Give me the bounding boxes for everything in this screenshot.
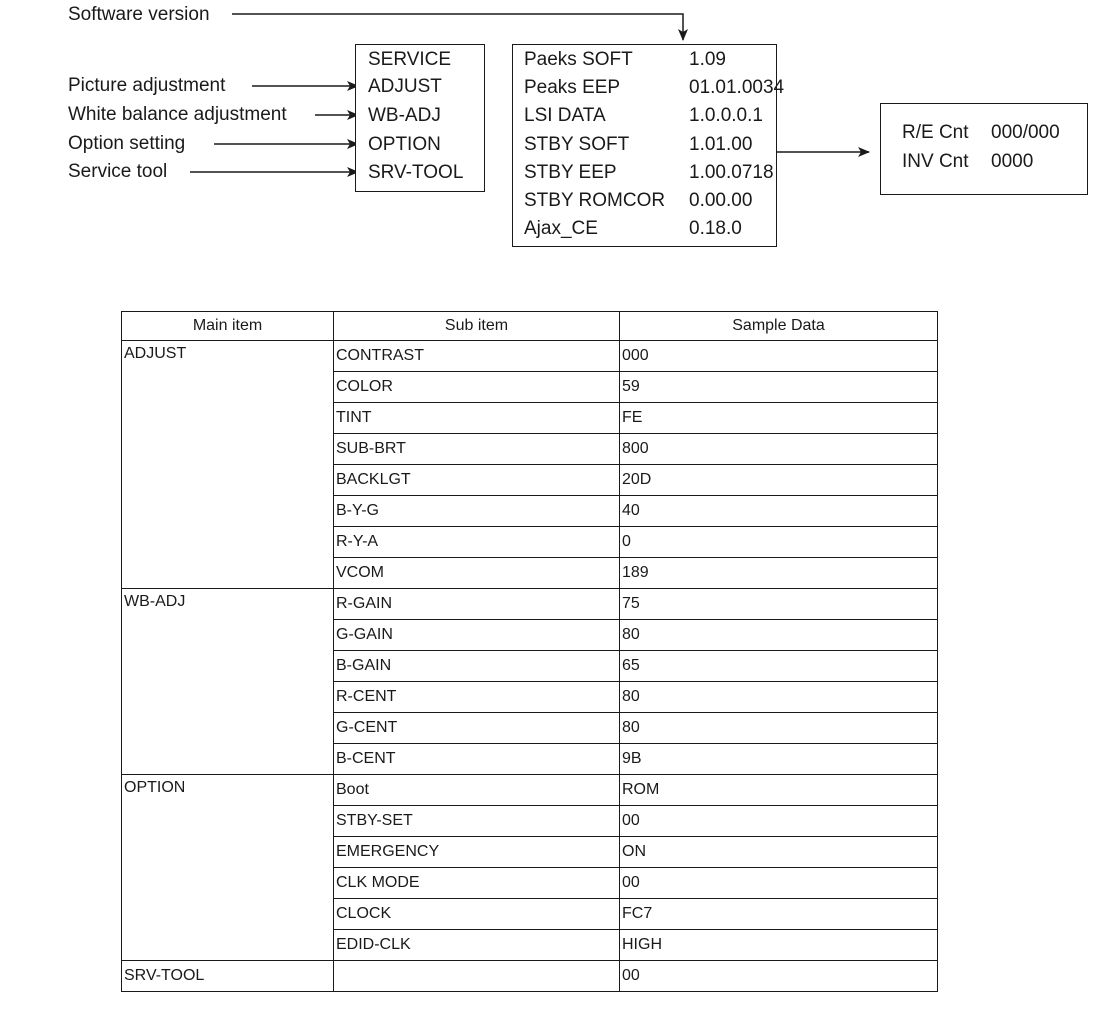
sample-data-cell: 189	[620, 558, 938, 589]
sample-data-cell: FC7	[620, 899, 938, 930]
table-row	[122, 775, 938, 806]
sub-item-cell: G-GAIN	[334, 620, 620, 651]
header-sample-data: Sample Data	[620, 312, 938, 341]
software-info-box	[512, 44, 785, 247]
software-info-name: STBY ROMCOR	[524, 190, 666, 211]
counters-box	[880, 103, 1088, 195]
option-setting-label: Option setting	[68, 133, 186, 154]
sub-item-cell: TINT	[334, 403, 620, 434]
sub-item-cell: EDID-CLK	[334, 930, 620, 961]
software-version-label: Software version	[68, 4, 210, 25]
software-info-name: STBY EEP	[524, 162, 617, 183]
sub-item-cell: COLOR	[334, 372, 620, 403]
software-info-value: 0.00.00	[689, 190, 753, 211]
service-menu-item-option: OPTION	[368, 134, 441, 155]
sub-item-cell: EMERGENCY	[334, 837, 620, 868]
sample-data-cell: 59	[620, 372, 938, 403]
counter-value: 0000	[991, 151, 1034, 172]
service-menu-item-wb-adj: WB-ADJ	[368, 105, 441, 126]
sample-data-cell: ON	[620, 837, 938, 868]
software-info-name: STBY SOFT	[524, 134, 630, 155]
table-row	[122, 341, 938, 372]
main-item-cell: WB-ADJ	[122, 589, 334, 775]
sub-item-cell: BACKLGT	[334, 465, 620, 496]
sub-item-cell: Boot	[334, 775, 620, 806]
sub-item-cell: STBY-SET	[334, 806, 620, 837]
sub-item-cell: CLK MODE	[334, 868, 620, 899]
sub-item-cell: R-Y-A	[334, 527, 620, 558]
sample-data-cell: HIGH	[620, 930, 938, 961]
sample-data-cell: 00	[620, 961, 938, 992]
sub-item-cell: B-Y-G	[334, 496, 620, 527]
software-info-value: 1.0.0.0.1	[689, 105, 763, 126]
software-info-value: 1.09	[689, 49, 726, 70]
counter-value: 000/000	[991, 122, 1060, 143]
sub-item-cell: R-CENT	[334, 682, 620, 713]
sub-item-cell: VCOM	[334, 558, 620, 589]
software-info-name: Ajax_CE	[524, 218, 598, 239]
sample-data-cell: 40	[620, 496, 938, 527]
sub-item-cell: G-CENT	[334, 713, 620, 744]
software-info-value: 01.01.0034	[689, 77, 785, 98]
sample-data-cell: 0	[620, 527, 938, 558]
header-sub-item: Sub item	[334, 312, 620, 341]
white-balance-label: White balance adjustment	[68, 104, 287, 125]
software-info-name: Paeks SOFT	[524, 49, 633, 70]
main-item-cell: ADJUST	[122, 341, 334, 589]
table-row	[122, 961, 938, 992]
sample-data-cell: 9B	[620, 744, 938, 775]
sub-item-cell: CLOCK	[334, 899, 620, 930]
service-menu-item-srv-tool: SRV-TOOL	[368, 162, 464, 183]
main-item-cell: OPTION	[122, 775, 334, 961]
service-data-table	[121, 311, 938, 992]
service-menu-box	[355, 44, 485, 192]
sub-item-cell	[334, 961, 620, 992]
counter-name: R/E Cnt	[902, 122, 969, 143]
picture-adjustment-label: Picture adjustment	[68, 75, 226, 96]
sample-data-cell: 000	[620, 341, 938, 372]
software-info-value: 0.18.0	[689, 218, 742, 239]
sample-data-cell: 00	[620, 868, 938, 899]
sample-data-cell: 65	[620, 651, 938, 682]
software-info-value: 1.00.0718	[689, 162, 774, 183]
service-menu-title: SERVICE	[368, 49, 452, 70]
sub-item-cell: B-CENT	[334, 744, 620, 775]
sample-data-cell: FE	[620, 403, 938, 434]
software-info-name: LSI DATA	[524, 105, 606, 126]
sample-data-cell: 75	[620, 589, 938, 620]
sample-data-cell: 20D	[620, 465, 938, 496]
sub-item-cell: SUB-BRT	[334, 434, 620, 465]
table-header-row	[122, 312, 938, 341]
sub-item-cell: CONTRAST	[334, 341, 620, 372]
sample-data-cell: ROM	[620, 775, 938, 806]
sample-data-cell: 800	[620, 434, 938, 465]
main-item-cell: SRV-TOOL	[122, 961, 334, 992]
sample-data-cell: 80	[620, 682, 938, 713]
sub-item-cell: B-GAIN	[334, 651, 620, 682]
service-menu-item-adjust: ADJUST	[368, 76, 442, 97]
sample-data-cell: 00	[620, 806, 938, 837]
header-main-item: Main item	[122, 312, 334, 341]
counter-name: INV Cnt	[902, 151, 969, 172]
software-version-arrow	[232, 14, 683, 40]
software-info-name: Peaks EEP	[524, 77, 621, 98]
sample-data-cell: 80	[620, 713, 938, 744]
service-tool-label: Service tool	[68, 161, 168, 182]
sample-data-cell: 80	[620, 620, 938, 651]
sub-item-cell: R-GAIN	[334, 589, 620, 620]
software-info-value: 1.01.00	[689, 134, 753, 155]
table-row	[122, 589, 938, 620]
